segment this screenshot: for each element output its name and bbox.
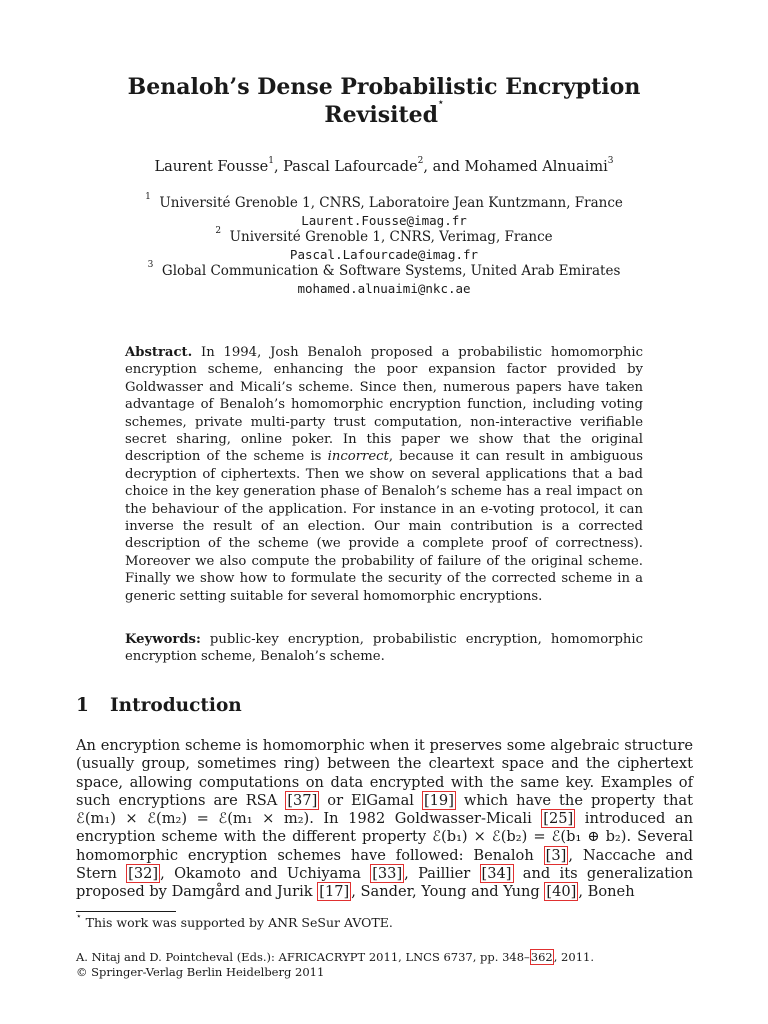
title-line-2-text: Revisited xyxy=(324,102,439,128)
intro-text-8: and its generalization proposed by Damgård and Jurik xyxy=(76,865,693,901)
title-line-1: Benaloh’s Dense Probabilistic Encryption xyxy=(127,74,641,100)
intro-text-9: , Sander, Young and Yung xyxy=(351,883,545,901)
keywords xyxy=(125,631,643,666)
intro-text-10: , Boneh xyxy=(578,883,635,901)
affil-ref-3: 3 xyxy=(607,156,614,166)
abstract-incorrect: incorrect xyxy=(327,449,389,465)
author-lafourcade: , Pascal Lafourcade xyxy=(273,159,418,175)
keywords-label: Keywords: xyxy=(125,632,201,647)
section-number: 1 xyxy=(76,695,89,716)
intro-text-3: which have the property that ℰ(m₁) × ℰ(m₂) = ℰ(m₁ × m₂). In 1982 Goldwasser-Micali xyxy=(76,791,693,828)
affiliation-3 xyxy=(0,260,768,279)
affiliation-2-text: Université Grenoble 1, CNRS, Verimag, France xyxy=(229,229,553,245)
author-fousse: Laurent Fousse xyxy=(154,159,269,175)
affiliation-3-number: 3 xyxy=(147,260,154,270)
citation xyxy=(76,950,594,980)
email-fousse[interactable]: Laurent.Fousse@imag.fr xyxy=(301,213,467,228)
footnote-text: This work was supported by ANR SeSur AVOTE. xyxy=(81,915,393,930)
author-alnuaimi: , and Mohamed Alnuaimi xyxy=(423,159,608,175)
abstract-text-b: , because it can result in ambiguous decryption of ciphertexts. Then we show on several applications that a bad choice in the key generation phase of Benaloh’s scheme has a real impact on the behaviour of the application. For instance in an e-voting protocol, it can inverse the result of an election. Our main contribution is a corrected description of the scheme (we provide a complete proof of correctness). Moreover we also compute the probability of failure of the original scheme. Finally we show how to formulate the security of the corrected scheme in a generic setting suitable for several homomorphic encryptions. xyxy=(125,449,644,604)
citation-line-1 xyxy=(76,950,594,965)
abstract-label: Abstract. xyxy=(125,345,193,360)
ref-17[interactable]: [17] xyxy=(319,883,350,901)
title-footnote-mark[interactable]: ⋆ xyxy=(438,98,444,108)
ref-34[interactable]: [34] xyxy=(481,865,512,883)
ref-37[interactable]: [37] xyxy=(287,791,318,809)
ref-19[interactable]: [19] xyxy=(423,791,454,809)
section-heading xyxy=(76,695,242,716)
affiliation-3-text: Global Communication & Software Systems, United Arab Emirates xyxy=(161,263,621,279)
footnote-rule xyxy=(76,911,176,912)
intro-text-5: , Naccache and Stern xyxy=(76,846,693,883)
affil-ref-2: 2 xyxy=(417,156,424,166)
author-list xyxy=(0,156,768,175)
title-line-2 xyxy=(0,98,768,129)
keywords-text: public-key encryption, probabilistic encryption, homomorphic encryption scheme, Benaloh’s scheme. xyxy=(125,632,643,665)
paper-title xyxy=(0,73,768,129)
email-lafourcade[interactable]: Pascal.Lafourcade@imag.fr xyxy=(289,247,479,262)
footnote xyxy=(76,912,393,930)
intro-text-1: An encryption scheme is homomorphic when it preserves some algebraic structure (usually group, sometimes ring) between the cleartext space and the ciphertext space, allowing computations on data encrypted with the same key. Examples of such encryptions are RSA xyxy=(76,737,693,809)
ref-33[interactable]: [33] xyxy=(372,865,403,883)
citation-text-a: A. Nitaj and D. Pointcheval (Eds.): AFRICACRYPT 2011, LNCS 6737, pp. 348– xyxy=(76,950,530,964)
ref-32[interactable]: [32] xyxy=(128,865,159,883)
intro-text-4: introduced an encryption scheme with the different property ℰ(b₁) × ℰ(b₂) = ℰ(b₁ ⊕ b₂). Several homomorphic encryption schemes have followed: Benaloh xyxy=(76,810,694,864)
ref-3[interactable]: [3] xyxy=(545,846,567,864)
affiliation-1-number: 1 xyxy=(145,192,151,202)
affiliation-1 xyxy=(0,192,768,211)
section-title: Introduction xyxy=(110,695,242,716)
intro-text-6: , Okamoto and Uchiyama xyxy=(160,865,371,883)
copyright-line: © Springer-Verlag Berlin Heidelberg 2011 xyxy=(76,965,325,979)
abstract xyxy=(125,344,643,605)
abstract-text-a: In 1994, Josh Benaloh proposed a probabilistic homomorphic encryption scheme, enhancing the poor expansion factor provided by Goldwasser and Micali’s scheme. Since then, numerous papers have taken advantage of Benaloh’s homomorphic encryption function, including voting schemes, private multi-party trust computation, non-interactive verifiable secret sharing, online poker. In this paper we show that the original description of the scheme is xyxy=(125,345,643,465)
affiliation-2 xyxy=(0,226,768,245)
affiliation-1-text: Université Grenoble 1, CNRS, Laboratoire Jean Kuntzmann, France xyxy=(159,195,623,211)
ref-40[interactable]: [40] xyxy=(546,883,577,901)
affil-ref-1: 1 xyxy=(268,156,274,166)
footnote-mark: ⋆ xyxy=(76,912,82,922)
affiliation-2-number: 2 xyxy=(215,226,222,236)
page-end-link[interactable]: 362 xyxy=(530,950,553,964)
intro-text-2: or ElGamal xyxy=(319,791,422,809)
intro-paragraph xyxy=(76,737,693,902)
email-alnuaimi[interactable]: mohamed.alnuaimi@nkc.ae xyxy=(297,281,471,296)
ref-25[interactable]: [25] xyxy=(543,810,574,828)
intro-text-7: , Paillier xyxy=(404,865,480,883)
citation-text-b: , 2011. xyxy=(553,950,594,964)
